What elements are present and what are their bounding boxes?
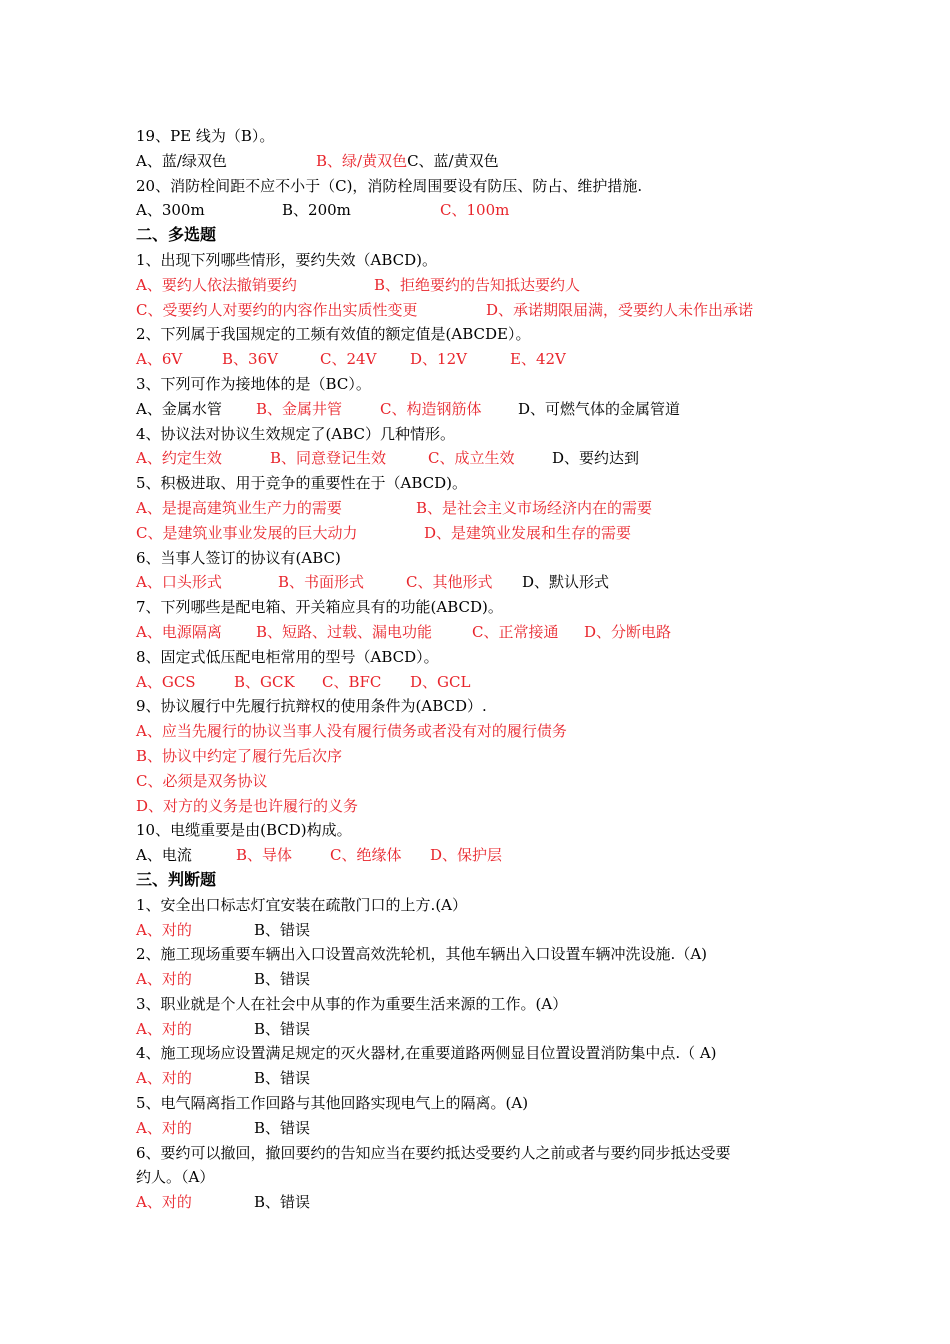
correct-option: C、绝缘体 [330,846,402,865]
correct-option: A、对的 [136,970,192,989]
correct-option: A、对的 [136,920,192,939]
correct-option: D、保护层 [430,846,503,865]
answer-option: D、对方的义务是也许履行的义务 [136,796,359,815]
correct-option: D、是建筑业发展和生存的需要 [424,523,632,542]
option: B、错误 [254,1069,311,1088]
option: B、错误 [254,1019,311,1038]
correct-option: D、GCL [410,672,471,691]
question-text: 6、当事人签订的协议有(ABC) [136,548,341,567]
option: A、金属水管 [136,399,222,418]
correct-option: A、对的 [136,1069,192,1088]
question-text: 5、积极进取、用于竞争的重要性在于（ABCD)。 [136,474,468,493]
section-heading: 二、多选题 [136,225,217,245]
question-text: 7、下列哪些是配电箱、开关箱应具有的功能(ABCD)。 [136,598,503,617]
options-row [136,521,836,546]
question-text: 2、施工现场重要车辆出入口设置高效洗轮机，其他车辆出入口设置车辆冲洗设施.（A) [136,945,707,964]
option: D、可燃气体的金属管道 [518,399,681,418]
answer-option: C、必须是双务协议 [136,771,268,790]
correct-option: B、GCK [234,672,295,691]
options-row [136,570,836,595]
options-row [136,397,836,422]
options-row [136,1116,836,1141]
answer-option: A、应当先履行的协议当事人没有履行债务或者没有对的履行债务 [136,722,567,741]
options-row [136,198,836,223]
section-heading: 三、判断题 [136,869,217,889]
options-row [136,496,836,521]
question-text: 6、要约可以撤回，撤回要约的告知应当在要约抵达受要约人之前或者与要约同步抵达受要 [136,1143,731,1162]
correct-option: D、承诺期限届满，受要约人未作出承诺 [486,300,754,319]
question-text: 20、消防栓间距不应不小于（C)，消防栓周围要设有防压、防占、维护措施. [136,176,643,195]
question-text: 1、出现下列哪些情形，要约失效（ABCD)。 [136,250,438,269]
correct-option: A、对的 [136,1118,192,1137]
answer-option: B、协议中约定了履行先后次序 [136,746,343,765]
correct-option: C、BFC [322,672,382,691]
correct-option: C、是建筑业事业发展的巨大动力 [136,523,358,542]
correct-option: A、对的 [136,1193,192,1212]
correct-option: C、正常接通 [472,622,559,641]
question-text: 9、协议履行中先履行抗辩权的使用条件为(ABCD）. [136,697,487,716]
correct-option: A、6V [136,350,183,369]
question-text: 2、下列属于我国规定的工频有效值的额定值是(ABCDE）。 [136,325,531,344]
correct-option: C、24V [320,350,377,369]
options-row [136,670,836,695]
option: B、错误 [254,920,311,939]
correct-option: B、同意登记生效 [270,449,387,468]
correct-option: C、100m [440,201,510,220]
options-row [136,347,836,372]
correct-option: D、12V [410,350,467,369]
options-row [136,446,836,471]
options-row [136,918,836,943]
correct-option: A、口头形式 [136,573,222,592]
options-row [136,1190,836,1215]
correct-option: B、金属井管 [256,399,343,418]
options-row [136,149,836,174]
question-text: 4、协议法对协议生效规定了(ABC）几种情形。 [136,424,456,443]
options-row [136,298,836,323]
correct-option: C、构造钢筋体 [380,399,482,418]
question-text: 8、固定式低压配电柜常用的型号（ABCD）。 [136,647,439,666]
correct-option: B、导体 [236,846,293,865]
correct-option: C、其他形式 [406,573,493,592]
option: B、错误 [254,1118,311,1137]
correct-option: E、42V [510,350,566,369]
question-text: 约人。（A） [136,1168,215,1187]
question-text: 5、电气隔离指工作回路与其他回路实现电气上的隔离。(A) [136,1094,529,1113]
correct-option: A、GCS [136,672,196,691]
option: B、错误 [254,970,311,989]
options-row [136,1066,836,1091]
option: B、错误 [254,1193,311,1212]
correct-option: B、书面形式 [278,573,365,592]
question-text: 3、下列可作为接地体的是（BC）。 [136,374,371,393]
question-text: 3、职业就是个人在社会中从事的作为重要生活来源的工作。(A） [136,994,568,1013]
question-text: 4、施工现场应设置满足规定的灭火器材,在重要道路两侧显目位置设置消防集中点.（ A) [136,1044,717,1063]
correct-option: A、约定生效 [136,449,222,468]
document-body [136,124,836,1215]
options-row [136,843,836,868]
question-text: 1、安全出口标志灯宜安装在疏散门口的上方.(A） [136,895,467,914]
correct-option: A、是提高建筑业生产力的需要 [136,498,342,517]
correct-option: B、是社会主义市场经济内在的需要 [416,498,653,517]
correct-option: B、36V [222,350,278,369]
option: D、默认形式 [522,573,610,592]
correct-option: A、要约人依法撤销要约 [136,275,297,294]
correct-option: C、受要约人对要约的内容作出实质性变更 [136,300,418,319]
correct-option: D、分断电路 [584,622,672,641]
correct-option: B、绿/黄双色 [316,151,408,170]
correct-option: B、短路、过载、漏电功能 [256,622,433,641]
options-row [136,967,836,992]
option: A、电流 [136,846,192,865]
correct-option: B、拒绝要约的告知抵达要约人 [374,275,581,294]
correct-option: A、电源隔离 [136,622,222,641]
option: A、蓝/绿双色 [136,151,227,170]
options-row [136,273,836,298]
option: B、200m [282,201,351,220]
options-row [136,1017,836,1042]
question-text: 10、电缆重要是由(BCD)构成。 [136,821,352,840]
option: C、蓝/黄双色 [407,151,499,170]
correct-option: A、对的 [136,1019,192,1038]
option: D、要约达到 [552,449,640,468]
correct-option: C、成立生效 [428,449,515,468]
options-row [136,620,836,645]
question-text: 19、PE 线为（B）。 [136,127,275,145]
option: A、300m [136,201,205,220]
